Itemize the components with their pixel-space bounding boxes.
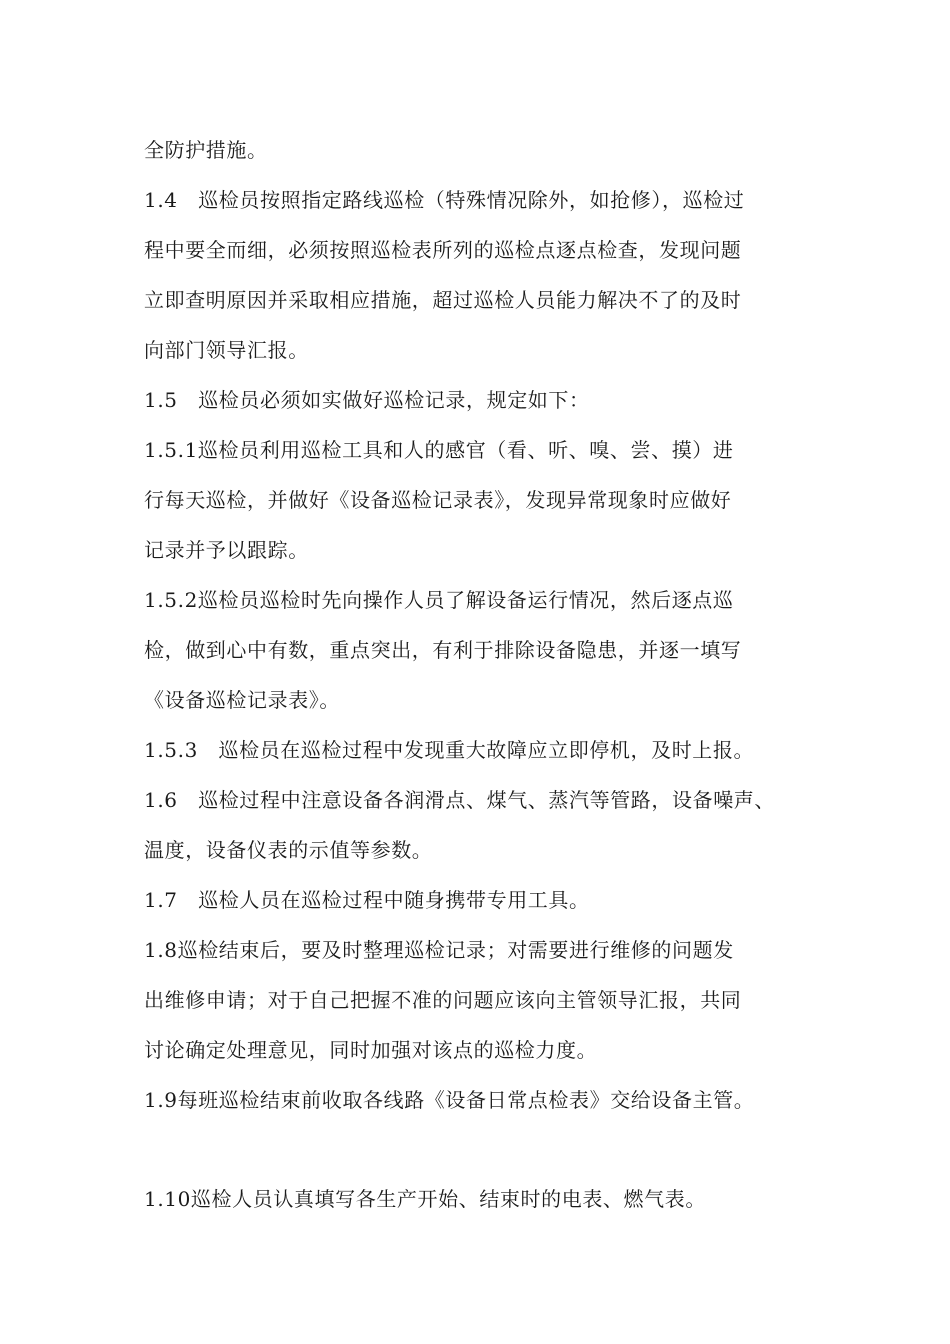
text-line: 1.9每班巡检结束前收取各线路《设备日常点检表》交给设备主管。	[144, 1088, 755, 1112]
text-line: 1.10巡检人员认真填写各生产开始、结束时的电表、燃气表。	[144, 1187, 706, 1211]
text-line: 1.4 巡检员按照指定路线巡检（特殊情况除外，如抢修），巡检过	[144, 188, 745, 212]
text-line: 1.7 巡检人员在巡检过程中随身携带专用工具。	[144, 888, 590, 912]
text-line: 立即查明原因并采取相应措施，超过巡检人员能力解决不了的及时	[144, 288, 742, 312]
text-line: 向部门领导汇报。	[144, 338, 309, 362]
text-line: 行每天巡检，并做好《设备巡检记录表》，发现异常现象时应做好	[144, 488, 732, 512]
text-line: 1.5.1巡检员利用巡检工具和人的感官（看、听、嗅、尝、摸）进	[144, 438, 734, 462]
text-line: 《设备巡检记录表》。	[144, 688, 340, 712]
text-line: 检，做到心中有数，重点突出，有利于排除设备隐患，并逐一填写	[144, 638, 742, 662]
text-line: 1.6 巡检过程中注意设备各润滑点、煤气、蒸汽等管路，设备噪声、	[144, 788, 776, 812]
text-line: 讨论确定处理意见，同时加强对该点的巡检力度。	[144, 1038, 598, 1062]
text-line: 1.5.3 巡检员在巡检过程中发现重大故障应立即停机，及时上报。	[144, 738, 755, 762]
text-line: 全防护措施。	[144, 138, 268, 162]
text-line: 记录并予以跟踪。	[144, 538, 309, 562]
text-line: 程中要全而细，必须按照巡检表所列的巡检点逐点检查，发现问题	[144, 238, 742, 262]
text-line: 1.8巡检结束后，要及时整理巡检记录；对需要进行维修的问题发	[144, 938, 734, 962]
text-line: 1.5 巡检员必须如实做好巡检记录，规定如下：	[144, 388, 590, 412]
text-line: 出维修申请；对于自己把握不准的问题应该向主管领导汇报，共同	[144, 988, 742, 1012]
text-line: 温度，设备仪表的示值等参数。	[144, 838, 433, 862]
text-line: 1.5.2巡检员巡检时先向操作人员了解设备运行情况，然后逐点巡	[144, 588, 734, 612]
